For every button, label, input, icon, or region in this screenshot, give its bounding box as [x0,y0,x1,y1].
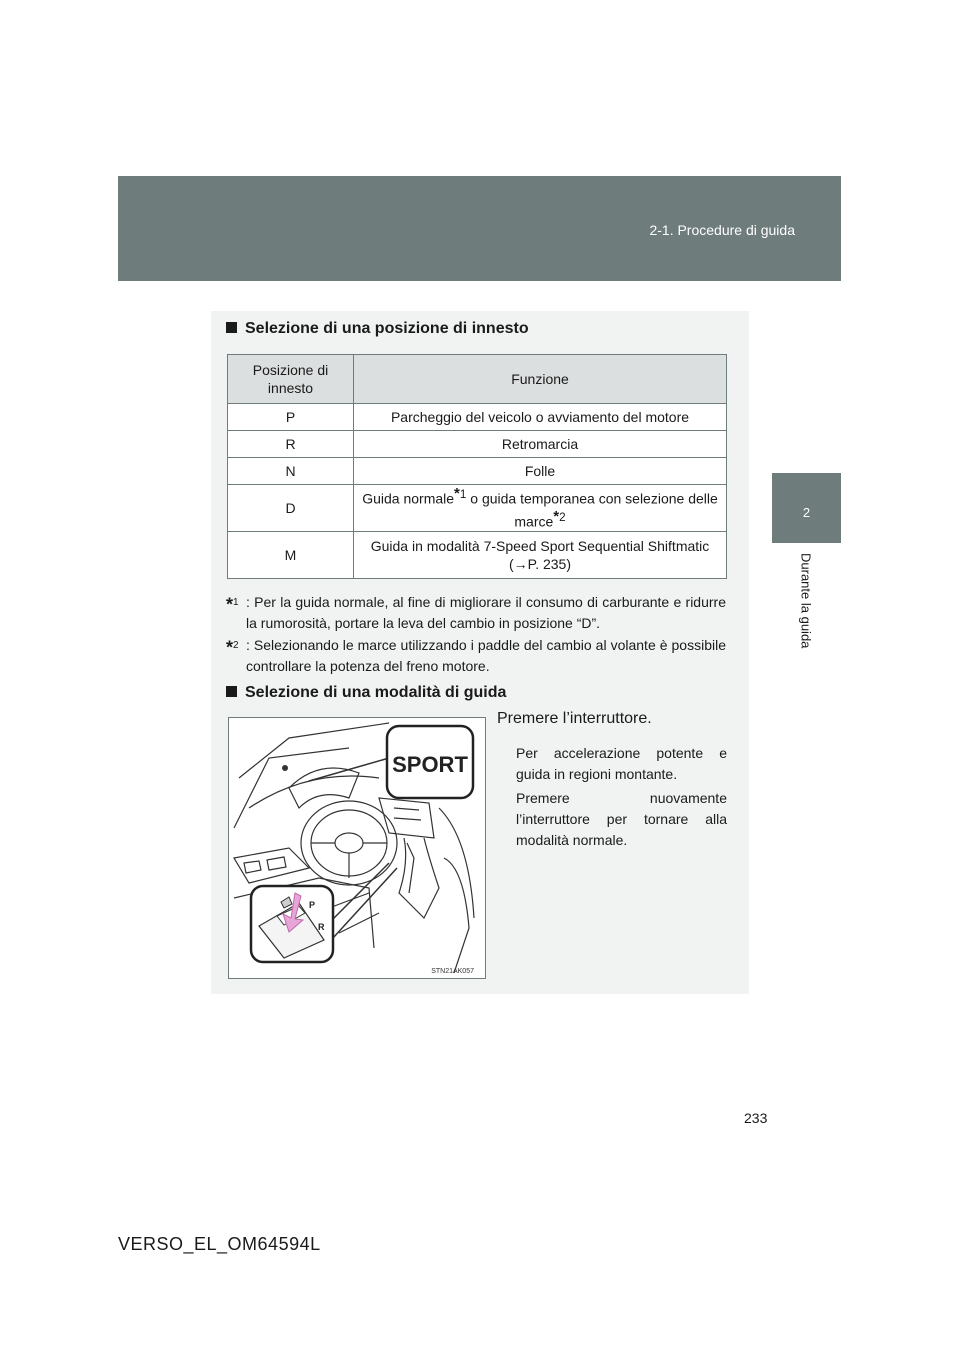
square-bullet-icon [226,322,237,333]
column-header: Posizione di innesto [228,355,354,404]
lever-r-label: R [318,922,325,932]
chapter-tab [772,473,841,543]
illustration-code: STN21AK057 [431,968,474,975]
column-header: Funzione [354,355,727,404]
function-cell: Guida normale$^{*1}$ o guida temporanea con selezione delle marce$^{*2}$ [354,485,727,532]
chapter-number: 2 [802,505,811,520]
table-header-row [228,355,727,404]
instruction-text: Premere l’interruttore. [497,710,652,727]
position-cell: N [228,458,354,485]
description-normal: Premere nuovamente l’interruttore per tornare alla modalità normale. [516,790,727,848]
chapter-label: Durante la guida [798,553,814,649]
header-band [118,176,841,281]
sport-switch-illustration [228,717,486,979]
table-row [228,431,727,458]
dashboard-drawing [229,718,485,978]
function-cell: Parcheggio del veicolo o avviamento del motore [354,404,727,431]
position-cell: P [228,404,354,431]
footnote-1: *$^1$ : Per la guida normale, al fine di migliorare il consumo di carburante e ridurre la rumorosità, portare la leva del cambio in posizione “D”. [226,594,726,631]
table-row [228,404,727,431]
position-cell: M [228,532,354,579]
section-title: 2-1. Procedure di guida [649,222,795,238]
section-heading-drive-mode: Selezione di una modalità di guida [226,684,506,702]
footnote-mark: *$^1$ [226,594,239,615]
position-cell: D [228,485,354,532]
footnote-2: *$^2$ : Selezionando le marce utilizzando i paddle del cambio al volante è possibile controllare la potenza del freno motore. [226,637,726,674]
lever-p-label: P [309,900,316,910]
sport-button-label: SPORT [392,752,468,777]
arrow-icon: → [513,556,528,572]
section-heading-shift: Selezione di una posizione di innesto [226,320,529,338]
function-cell: Retromarcia [354,431,727,458]
document-code: VERSO_EL_OM64594L [118,1234,321,1254]
table-row [228,532,727,579]
table-row [228,485,727,532]
footnote-mark: *$^2$ [226,637,239,658]
function-cell: Folle [354,458,727,485]
function-cell: Guida in modalità 7-Speed Sport Sequential Shiftmatic (→P. 235) [354,532,727,579]
table-row [228,458,727,485]
footnote-mark: *2 [553,508,566,525]
page-number: 233 [744,1110,768,1126]
square-bullet-icon [226,686,237,697]
shift-position-table [227,354,727,579]
position-cell: R [228,431,354,458]
description-sport: Per accelerazione potente e guida in regioni montante. [516,745,727,782]
footnote-mark: *1 [454,485,467,503]
